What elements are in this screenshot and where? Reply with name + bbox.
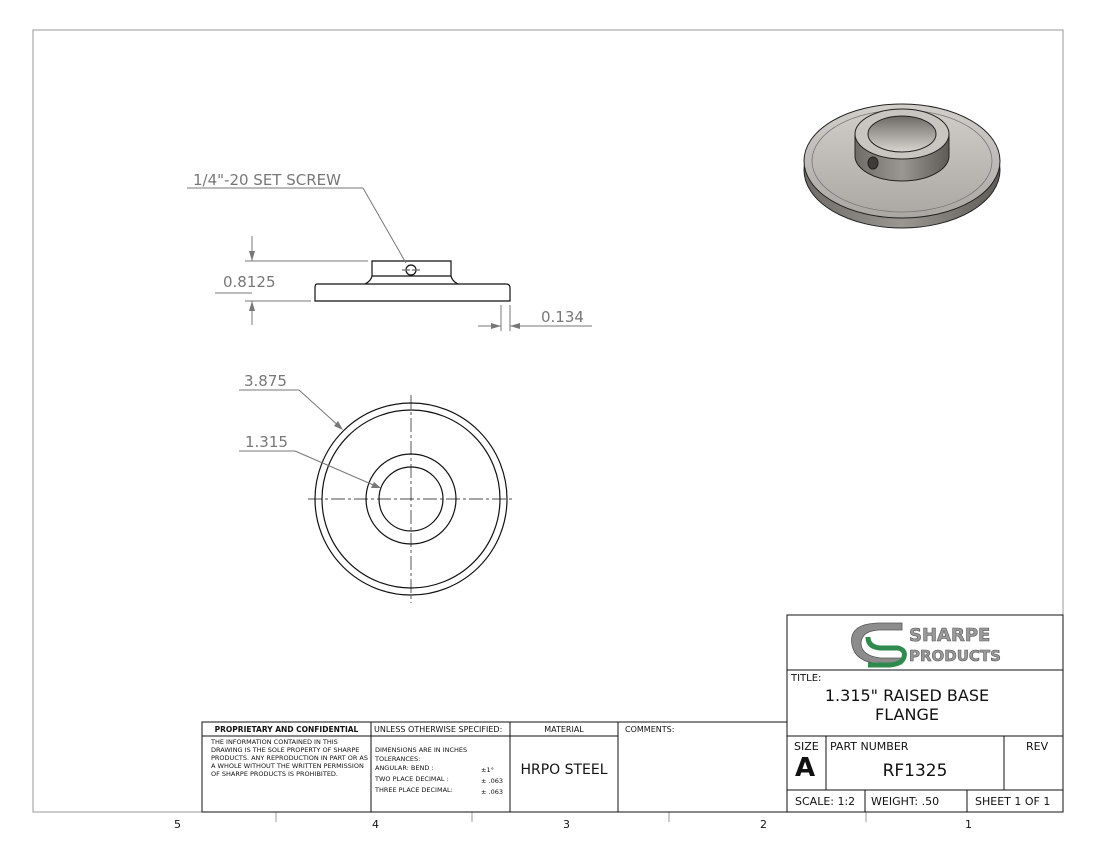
dimensions-note: DIMENSIONS ARE IN INCHES — [375, 746, 468, 754]
setscrew-leader — [187, 188, 406, 263]
iso-setscrew-hole — [868, 157, 878, 169]
logo-line2: PRODUCTS — [909, 647, 1001, 665]
two-place-label: TWO PLACE DECIMAL : — [375, 775, 449, 783]
title-line1: 1.315" RAISED BASE — [824, 686, 990, 705]
title-label: TITLE: — [791, 673, 822, 684]
angular-label: ANGULAR: BEND : — [375, 764, 434, 772]
three-place-label: THREE PLACE DECIMAL: — [375, 786, 453, 794]
dim-inner-diameter-label: 1.315 — [245, 433, 288, 451]
dim-outer-diameter-label: 3.875 — [244, 372, 287, 390]
dim-thickness-label: 0.134 — [541, 308, 584, 326]
part-number-label: PART NUMBER — [830, 740, 909, 753]
zone-ticks — [276, 812, 866, 822]
thickness-arrow-right — [510, 323, 520, 329]
zone-4: 4 — [372, 818, 379, 831]
title-line2: FLANGE — [875, 705, 939, 724]
zone-5: 5 — [174, 818, 181, 831]
tolerances-label: TOLERANCES: — [375, 755, 421, 763]
unless-heading: UNLESS OTHERWISE SPECIFIED: — [374, 725, 503, 734]
comments-heading: COMMENTS: — [625, 725, 675, 734]
base-plate-outline — [315, 284, 510, 301]
thickness-arrow-left — [491, 323, 501, 329]
height-arrow-top — [249, 251, 255, 261]
material-heading: MATERIAL — [544, 725, 584, 734]
scale-field: SCALE: 1:2 — [795, 795, 856, 808]
side-view — [315, 261, 510, 301]
inner-diameter-leader — [239, 451, 378, 487]
outer-diameter-leader — [239, 390, 341, 428]
size-label: SIZE — [794, 740, 819, 753]
proprietary-text: THE INFORMATION CONTAINED IN THIS DRAWING IS THE SOLE PROPERTY OF SHARPE PRODUCTS. ANY REPRODUCTION IN PART OR AS A WHOLE WITHOUT THE WRITTEN PERMISSION OF SHARPE PRODUCTS IS PROHIBITED. — [211, 738, 368, 778]
two-place-value: ± .063 — [481, 777, 503, 785]
weight-field: WEIGHT: .50 — [871, 795, 940, 808]
zone-3: 3 — [563, 818, 570, 831]
size-value: A — [795, 753, 816, 783]
height-arrow-bottom — [249, 301, 255, 311]
logo-line1: SHARPE — [909, 625, 991, 646]
dim-height-label: 0.8125 — [223, 273, 276, 291]
material-value: HRPO STEEL — [520, 762, 608, 778]
sharpe-logo-emblem — [852, 623, 905, 665]
three-place-value: ± .063 — [481, 788, 503, 796]
sheet-field: SHEET 1 OF 1 — [975, 795, 1051, 808]
setscrew-callout: 1/4"-20 SET SCREW — [193, 171, 341, 189]
zone-2: 2 — [760, 818, 767, 831]
zone-1: 1 — [965, 818, 972, 831]
inner-diameter-arrow — [371, 482, 381, 488]
rev-label: REV — [1026, 740, 1049, 753]
iso-bore — [868, 116, 936, 152]
proprietary-heading: PROPRIETARY AND CONFIDENTIAL — [214, 725, 359, 734]
angular-value: ±1° — [481, 766, 494, 774]
isometric-view — [804, 104, 1000, 228]
part-number-value: RF1325 — [882, 761, 948, 781]
